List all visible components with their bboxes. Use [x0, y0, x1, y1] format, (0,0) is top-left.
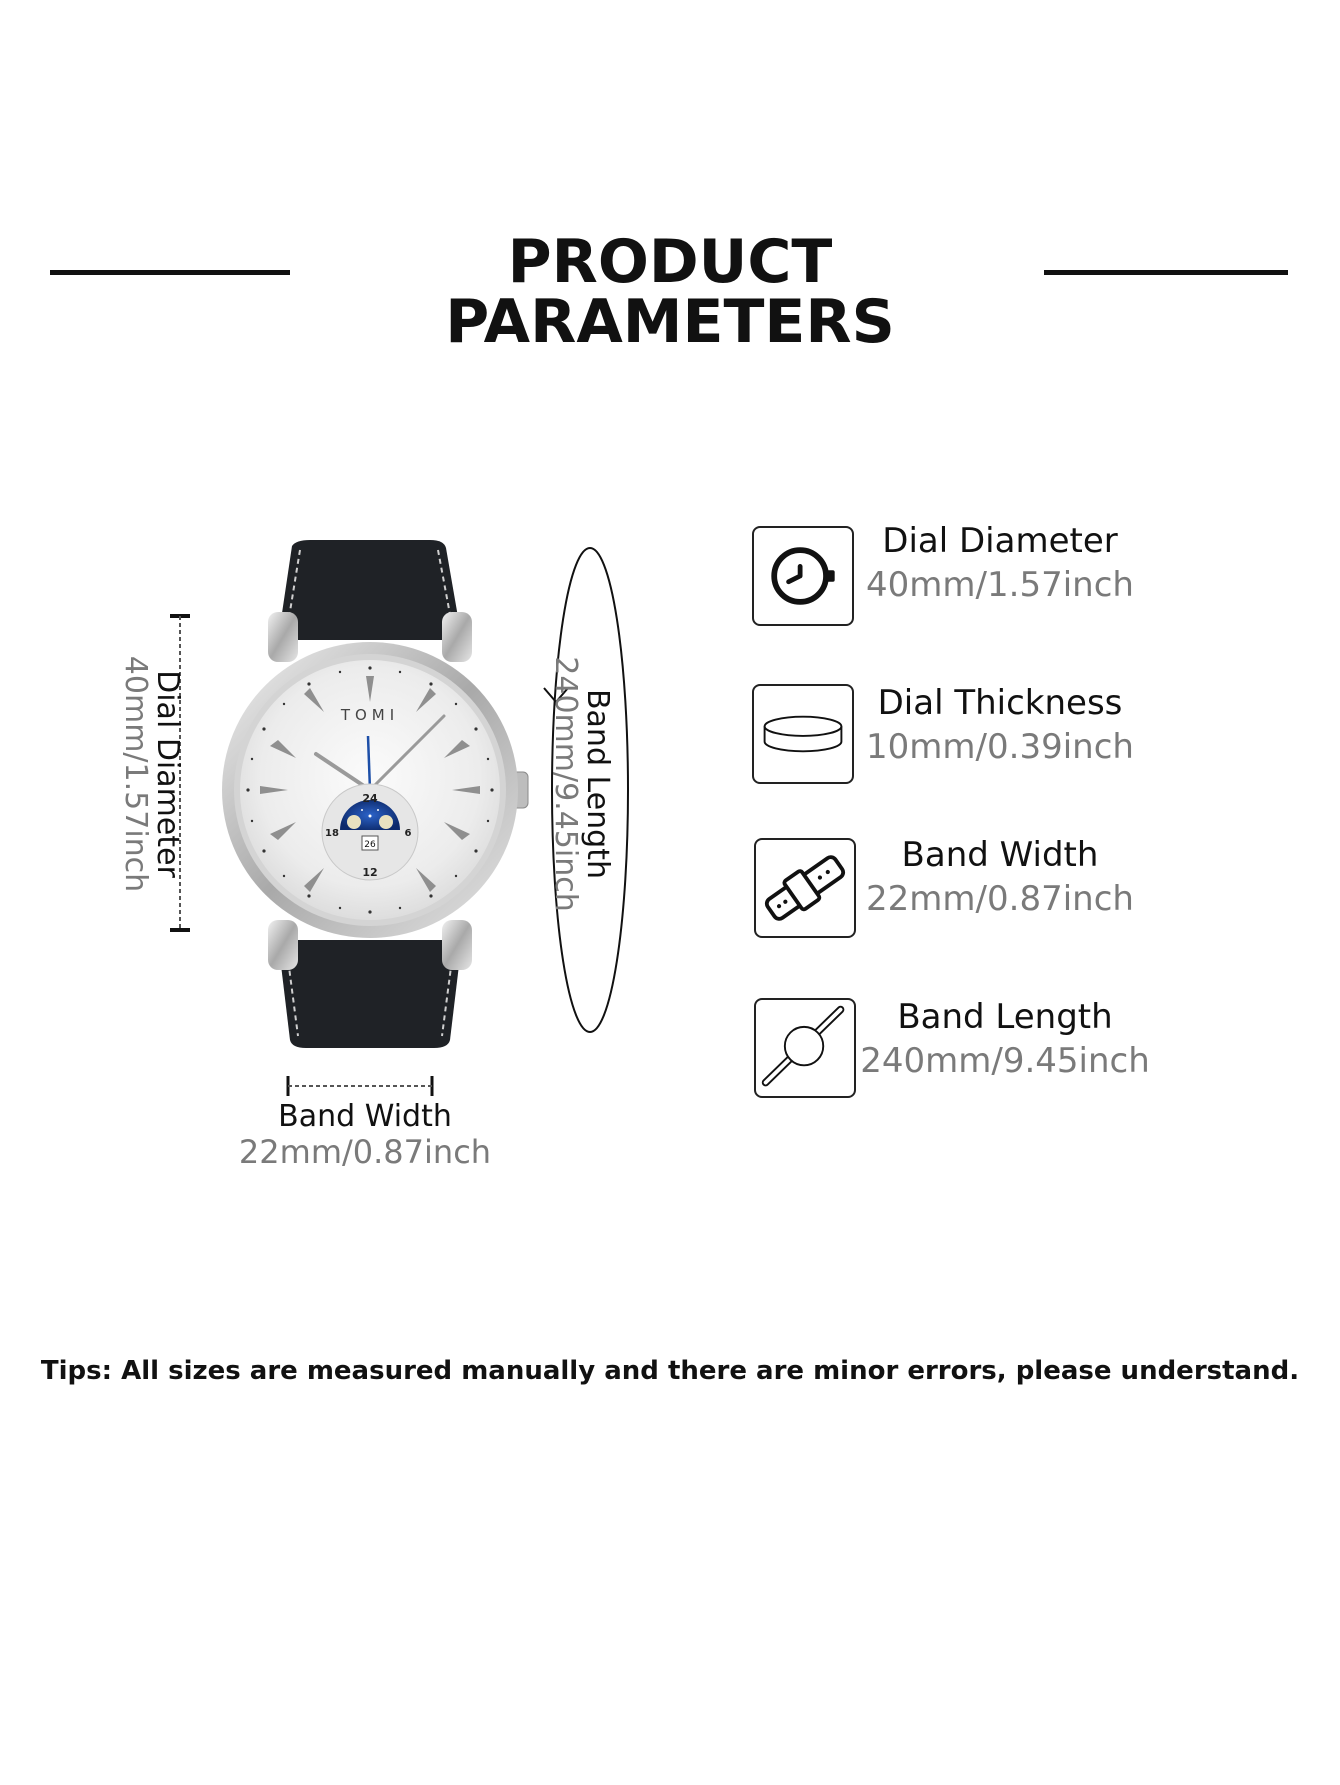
spec-icon-box-dial-thickness: [752, 684, 854, 784]
dial-diameter-callout: Dial Diameter 40mm/1.57inch: [118, 655, 185, 893]
header-rule-right: [1044, 270, 1288, 275]
subdial-right: 6: [404, 828, 412, 839]
strap-bottom: [278, 940, 462, 1048]
header-rule-left: [50, 270, 290, 275]
band-width-measure: [284, 1074, 436, 1098]
watch-image: [200, 540, 560, 1050]
subdial-left: 18: [325, 828, 339, 839]
disc-thickness-icon: [754, 686, 852, 782]
tips-note: Tips: All sizes are measured manually and there are minor errors, please understand.: [40, 1356, 1300, 1386]
page-title: PRODUCT PARAMETERS: [445, 227, 895, 357]
spec-icon-box-band-width: [754, 838, 856, 938]
watch-face-icon: [754, 528, 852, 624]
watch-brand: TOMI: [340, 706, 400, 724]
band-width-callout: Band Width 22mm/0.87inch: [238, 1099, 492, 1171]
subdial-date: 26: [364, 840, 376, 850]
spec-band-length: Band Length 240mm/9.45inch: [860, 997, 1150, 1081]
strap-top: [278, 540, 462, 640]
band-length-callout: Band Length 240mm/9.45inch: [548, 656, 615, 912]
strap-length-icon: [756, 1000, 854, 1096]
spec-icon-box-dial-diameter: [752, 526, 854, 626]
buckle-band-icon: [756, 840, 854, 936]
subdial-bottom: 12: [362, 866, 378, 879]
subdial-top: 24: [362, 792, 378, 805]
spec-band-width: Band Width 22mm/0.87inch: [866, 835, 1134, 919]
spec-dial-diameter: Dial Diameter 40mm/1.57inch: [866, 521, 1134, 605]
spec-dial-thickness: Dial Thickness 10mm/0.39inch: [866, 683, 1134, 767]
spec-icon-box-band-length: [754, 998, 856, 1098]
